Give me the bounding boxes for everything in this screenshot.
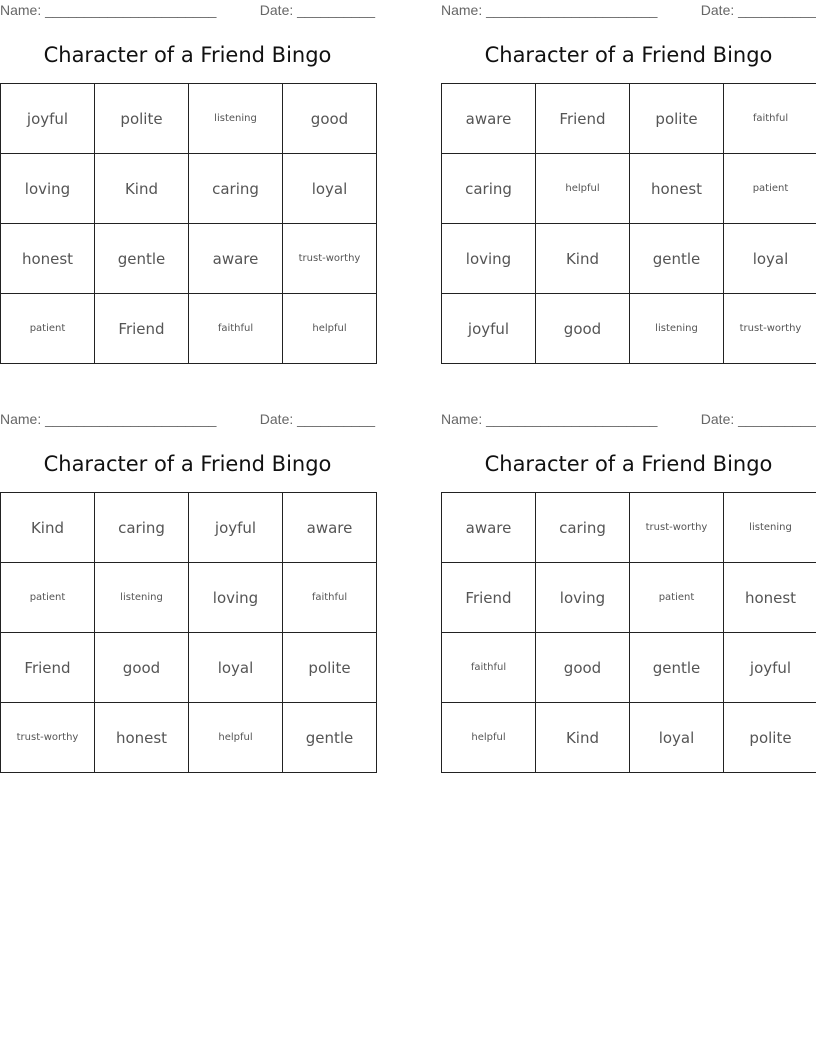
bingo-cell: joyful: [442, 294, 536, 364]
bingo-cell: helpful: [189, 703, 283, 773]
bingo-card-4: [441, 409, 816, 774]
bingo-cell: faithful: [283, 563, 377, 633]
grid-row: [442, 633, 816, 703]
bingo-cell: loyal: [283, 154, 377, 224]
bingo-cell: Friend: [536, 84, 630, 154]
bingo-card-1: [0, 0, 375, 365]
bingo-cell: polite: [95, 84, 189, 154]
name-field: Name: ______________________: [441, 2, 658, 18]
bingo-cell: helpful: [442, 703, 536, 773]
bingo-cell: honest: [95, 703, 189, 773]
bingo-cell: faithful: [724, 84, 816, 154]
grid-row: [442, 703, 816, 773]
bingo-cell: Friend: [442, 563, 536, 633]
bingo-cell: listening: [189, 84, 283, 154]
bingo-cell: honest: [630, 154, 724, 224]
bingo-cell: trust-worthy: [1, 703, 95, 773]
bingo-grid: [441, 83, 816, 364]
bingo-cell: patient: [1, 294, 95, 364]
bingo-cell: patient: [724, 154, 816, 224]
bingo-cell: gentle: [630, 224, 724, 294]
name-field: Name: ______________________: [0, 411, 217, 427]
grid-row: [1, 633, 377, 703]
bingo-cell: trust-worthy: [283, 224, 377, 294]
bingo-cell: gentle: [95, 224, 189, 294]
bingo-cell: polite: [630, 84, 724, 154]
grid-row: [442, 84, 816, 154]
bingo-cell: caring: [442, 154, 536, 224]
bingo-cell: patient: [1, 563, 95, 633]
bingo-card-2: [441, 0, 816, 365]
bingo-cell: Friend: [95, 294, 189, 364]
grid-row: [442, 154, 816, 224]
bingo-cell: aware: [442, 84, 536, 154]
bingo-card-3: [0, 409, 375, 774]
grid-row: [1, 224, 377, 294]
card-header: [441, 1, 816, 19]
bingo-cell: loyal: [189, 633, 283, 703]
bingo-cell: patient: [630, 563, 724, 633]
card-title: Character of a Friend Bingo: [484, 43, 773, 67]
bingo-cell: faithful: [442, 633, 536, 703]
grid-row: [442, 493, 816, 563]
bingo-cell: honest: [1, 224, 95, 294]
bingo-cell: Kind: [536, 703, 630, 773]
bingo-cell: caring: [189, 154, 283, 224]
card-header: [0, 410, 375, 428]
bingo-cell: loving: [189, 563, 283, 633]
date-field: Date: __________: [259, 2, 375, 18]
grid-row: [442, 294, 816, 364]
bingo-grid: [0, 83, 377, 364]
bingo-grid: [0, 492, 377, 773]
name-field: Name: ______________________: [441, 411, 658, 427]
date-field: Date: __________: [259, 411, 375, 427]
bingo-cell: joyful: [1, 84, 95, 154]
bingo-cell: good: [283, 84, 377, 154]
card-header: [441, 410, 816, 428]
card-title: Character of a Friend Bingo: [43, 43, 332, 67]
bingo-cell: good: [536, 294, 630, 364]
bingo-cell: joyful: [189, 493, 283, 563]
grid-row: [1, 493, 377, 563]
bingo-cell: gentle: [630, 633, 724, 703]
grid-row: [442, 563, 816, 633]
bingo-cell: good: [95, 633, 189, 703]
bingo-cell: Kind: [95, 154, 189, 224]
bingo-cell: listening: [724, 493, 816, 563]
bingo-cell: Kind: [536, 224, 630, 294]
bingo-cell: polite: [724, 703, 816, 773]
bingo-cell: helpful: [536, 154, 630, 224]
bingo-grid: [441, 492, 816, 773]
bingo-cell: faithful: [189, 294, 283, 364]
grid-row: [1, 84, 377, 154]
bingo-cell: aware: [283, 493, 377, 563]
bingo-cell: polite: [283, 633, 377, 703]
grid-row: [1, 294, 377, 364]
bingo-cell: aware: [442, 493, 536, 563]
bingo-cell: caring: [536, 493, 630, 563]
bingo-cell: Kind: [1, 493, 95, 563]
bingo-cell: trust-worthy: [630, 493, 724, 563]
date-field: Date: __________: [700, 411, 816, 427]
bingo-cell: Friend: [1, 633, 95, 703]
bingo-cell: caring: [95, 493, 189, 563]
bingo-cell: loyal: [630, 703, 724, 773]
card-title: Character of a Friend Bingo: [484, 452, 773, 476]
card-title: Character of a Friend Bingo: [43, 452, 332, 476]
grid-row: [1, 154, 377, 224]
bingo-cell: helpful: [283, 294, 377, 364]
bingo-cell: loyal: [724, 224, 816, 294]
bingo-cell: gentle: [283, 703, 377, 773]
bingo-cell: loving: [1, 154, 95, 224]
bingo-cell: joyful: [724, 633, 816, 703]
name-field: Name: ______________________: [0, 2, 217, 18]
grid-row: [1, 703, 377, 773]
bingo-cell: loving: [536, 563, 630, 633]
bingo-cell: listening: [630, 294, 724, 364]
date-field: Date: __________: [700, 2, 816, 18]
card-header: [0, 1, 375, 19]
bingo-cell: good: [536, 633, 630, 703]
bingo-cell: trust-worthy: [724, 294, 816, 364]
grid-row: [1, 563, 377, 633]
bingo-cell: loving: [442, 224, 536, 294]
bingo-cell: aware: [189, 224, 283, 294]
bingo-cell: honest: [724, 563, 816, 633]
bingo-cell: listening: [95, 563, 189, 633]
grid-row: [442, 224, 816, 294]
